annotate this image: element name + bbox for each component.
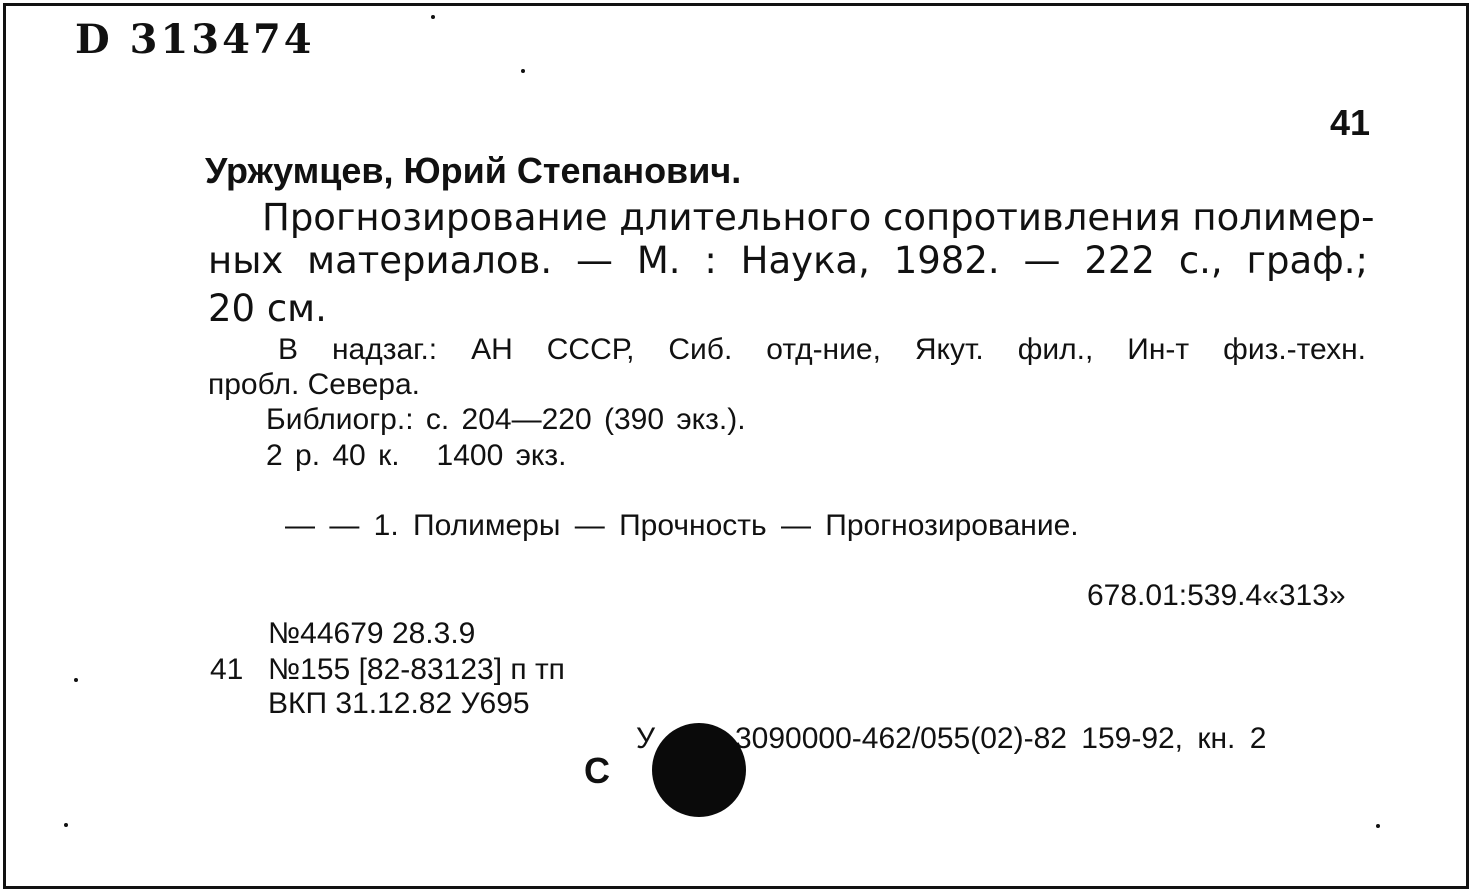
record-line-3: ВКП 31.12.82 У695: [268, 687, 530, 720]
record-prefix: 41: [210, 653, 244, 686]
note-line-2: пробл. Севера.: [208, 368, 420, 401]
record-line-1: №44679 28.3.9: [268, 617, 476, 650]
title-line-2: ных материалов. — М. : Наука, 1982. — 222 с., граф.;: [208, 239, 1368, 282]
speck: [521, 69, 525, 73]
title-line-1: Прогнозирование длительного сопротивления полимер-: [262, 196, 1375, 239]
handwritten-inventory-number: D 313474: [75, 16, 315, 63]
author-heading: Уржумцев, Юрий Степанович.: [205, 150, 742, 191]
page-number: 41: [1330, 102, 1371, 143]
record-line-2: №155 [82-83123] п тп: [268, 653, 565, 686]
punch-hole: [652, 723, 746, 817]
note-line-1: В надзаг.: АН СССР, Сиб. отд-ние, Якут. фил., Ин-т физ.-техн.: [278, 333, 1366, 366]
price-and-run: 2 р. 40 к. 1400 экз.: [266, 439, 567, 472]
catalog-code-line: 3090000-462/055(02)-82 159-92, кн. 2: [735, 722, 1267, 755]
title-line-3: 20 см.: [208, 287, 327, 330]
speck: [74, 678, 78, 682]
speck: [64, 823, 68, 827]
speck: [1376, 824, 1380, 828]
bibliography-note: Библиогр.: с. 204—220 (390 экз.).: [266, 403, 746, 436]
copyright-mark: С: [584, 750, 610, 791]
udc-code: 678.01:539.4«313»: [1087, 579, 1346, 612]
subject-headings: — — 1. Полимеры — Прочность — Прогнозирование.: [285, 509, 1079, 542]
speck: [431, 15, 435, 19]
code-prefix: У: [636, 722, 656, 755]
